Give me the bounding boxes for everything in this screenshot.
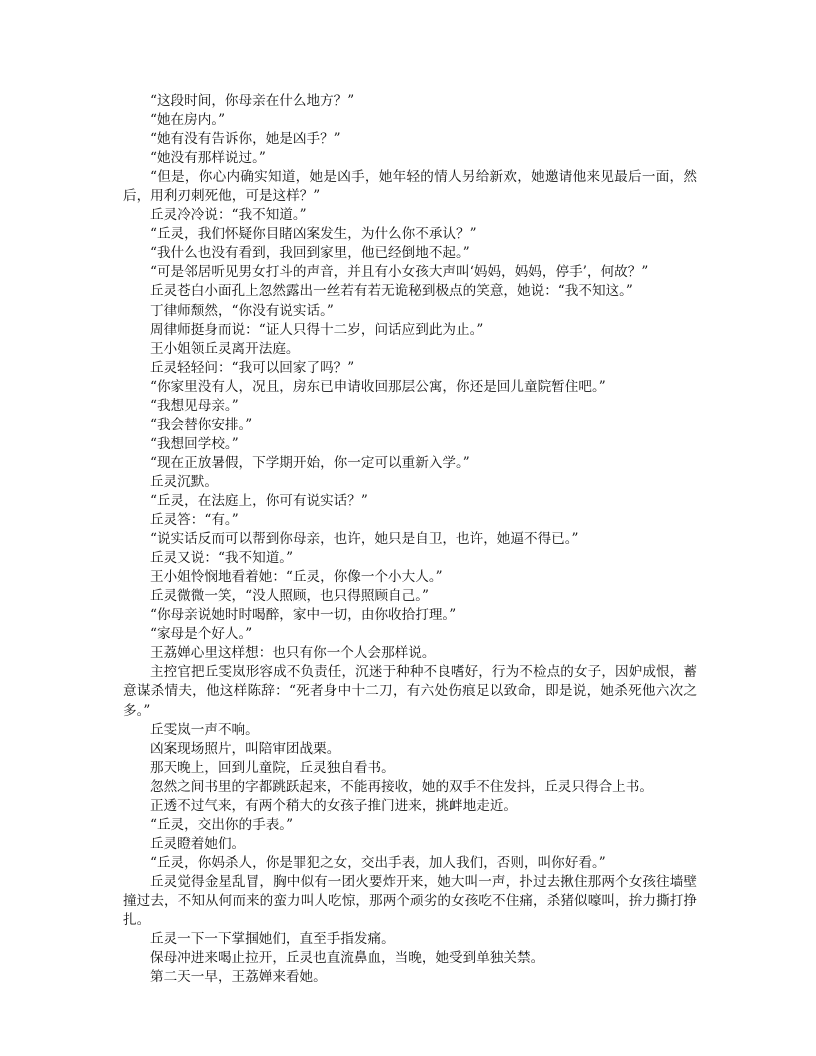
paragraph: “我会替你安排。”	[150, 416, 253, 433]
paragraph: “你母亲说她时时喝醉，家中一切，由你收拾打理。”	[150, 607, 457, 624]
paragraph: “说实话反而可以帮到你母亲，也许，她只是自卫，也许，她逼不得已。”	[150, 531, 579, 548]
paragraph: “家母是个好人。”	[150, 626, 253, 643]
paragraph: 丘灵又说：“我不知道。”	[150, 550, 294, 567]
paragraph: 丘灵冷冷说：“我不知道。”	[150, 207, 307, 224]
paragraph: 王小姐领丘灵离开法庭。	[150, 340, 300, 357]
paragraph: 那天晚上，回到儿童院，丘灵独自看书。	[150, 759, 395, 776]
paragraph: 丘灵苍白小面孔上忽然露出一丝若有若无诡秘到极点的笑意，她说：“我不知这。”	[150, 283, 633, 300]
paragraph: 丘灵沉默。	[150, 473, 218, 490]
paragraph: “丘灵，交出你的手表。”	[150, 816, 294, 833]
paragraph: “她有没有告诉你，她是凶手？”	[150, 131, 341, 148]
paragraph: “丘灵，在法庭上，你可有说实话？”	[150, 492, 368, 509]
paragraph: “丘灵，我们怀疑你目睹凶案发生，为什么你不承认？”	[150, 226, 477, 243]
paragraph: “现在正放暑假，下学期开始，你一定可以重新入学。”	[150, 454, 470, 471]
paragraph: 王小姐怜悯地看着她：“丘灵，你像一个小大人。”	[150, 569, 443, 586]
paragraph: 丘灵轻轻问：“我可以回家了吗？”	[150, 359, 355, 376]
paragraph: 凶案现场照片，叫陪审团战栗。	[150, 740, 341, 757]
paragraph: 主控官把丘雯岚形容成不负责任，沉迷于种种不良嗜好，行为不检点的女子，因妒成恨，蓄意谋杀情夫，他这样陈辞：“死者身中十二刀，有六处伤痕足以致命，即是说，她杀死他六次之多。”	[123, 664, 697, 719]
paragraph: 保母冲进来喝止拉开，丘灵也直流鼻血，当晚，她受到单独关禁。	[150, 950, 545, 967]
paragraph: 周律师挺身而说：“证人只得十二岁，问话应到此为止。”	[150, 321, 484, 338]
paragraph: “你家里没有人，况且，房东已申请收回那层公寓，你还是回儿童院暂住吧。”	[150, 378, 606, 395]
paragraph: “但是，你心内确实知道，她是凶手，她年轻的情人另给新欢，她邀请他来见最后一面，然后，用利刃刺死他，可是这样？”	[123, 169, 697, 205]
body-text	[123, 92, 697, 987]
paragraph: 丘灵答：“有。”	[150, 512, 239, 529]
paragraph: “我想见母亲。”	[150, 397, 239, 414]
paragraph: 丘灵一下一下掌掴她们，直至手指发痛。	[150, 931, 395, 948]
paragraph: “丘灵，你妈杀人，你是罪犯之女，交出手表，加人我们，否则，叫你好看。”	[150, 854, 606, 871]
paragraph: “我什么也没有看到，我回到家里，他已经倒地不起。”	[150, 245, 470, 262]
paragraph: 丘雯岚一声不响。	[150, 721, 259, 738]
paragraph: 丁律师颓然，“你没有说实话。”	[150, 302, 334, 319]
paragraph: 王荔婵心里这样想：也只有你一个人会那样说。	[150, 645, 436, 662]
paragraph: 丘灵觉得金星乱冒，胸中似有一团火要炸开来，她大叫一声，扑过去揪住那两个女孩往墙壁撞过去，不知从何而来的蛮力叫人吃惊，那两个顽劣的女孩吃不住痛，杀猪似嚎叫，拚力撕打挣扎。	[123, 873, 697, 929]
paragraph: “可是邻居听见男女打斗的声音，并且有小女孩大声叫‘妈妈，妈妈，停手’，何故？”	[150, 264, 649, 281]
paragraph: “她没有那样说过。”	[150, 150, 266, 167]
paragraph: 丘灵微微一笑，“没人照顾，也只得照顾自己。”	[150, 588, 429, 605]
paragraph: 丘灵瞪着她们。	[150, 835, 246, 852]
paragraph: 正透不过气来，有两个稍大的女孩子推门进来，挑衅地走近。	[150, 797, 518, 814]
paragraph: “她在房内。”	[150, 112, 226, 129]
paragraph: “这段时间，你母亲在什么地方？”	[150, 93, 355, 109]
paragraph: 忽然之间书里的字都跳跃起来，不能再接收，她的双手不住发抖，丘灵只得合上书。	[150, 778, 653, 795]
paragraph: “我想回学校。”	[150, 435, 239, 452]
paragraph: 第二天一早，王荔婵来看她。	[150, 969, 327, 986]
